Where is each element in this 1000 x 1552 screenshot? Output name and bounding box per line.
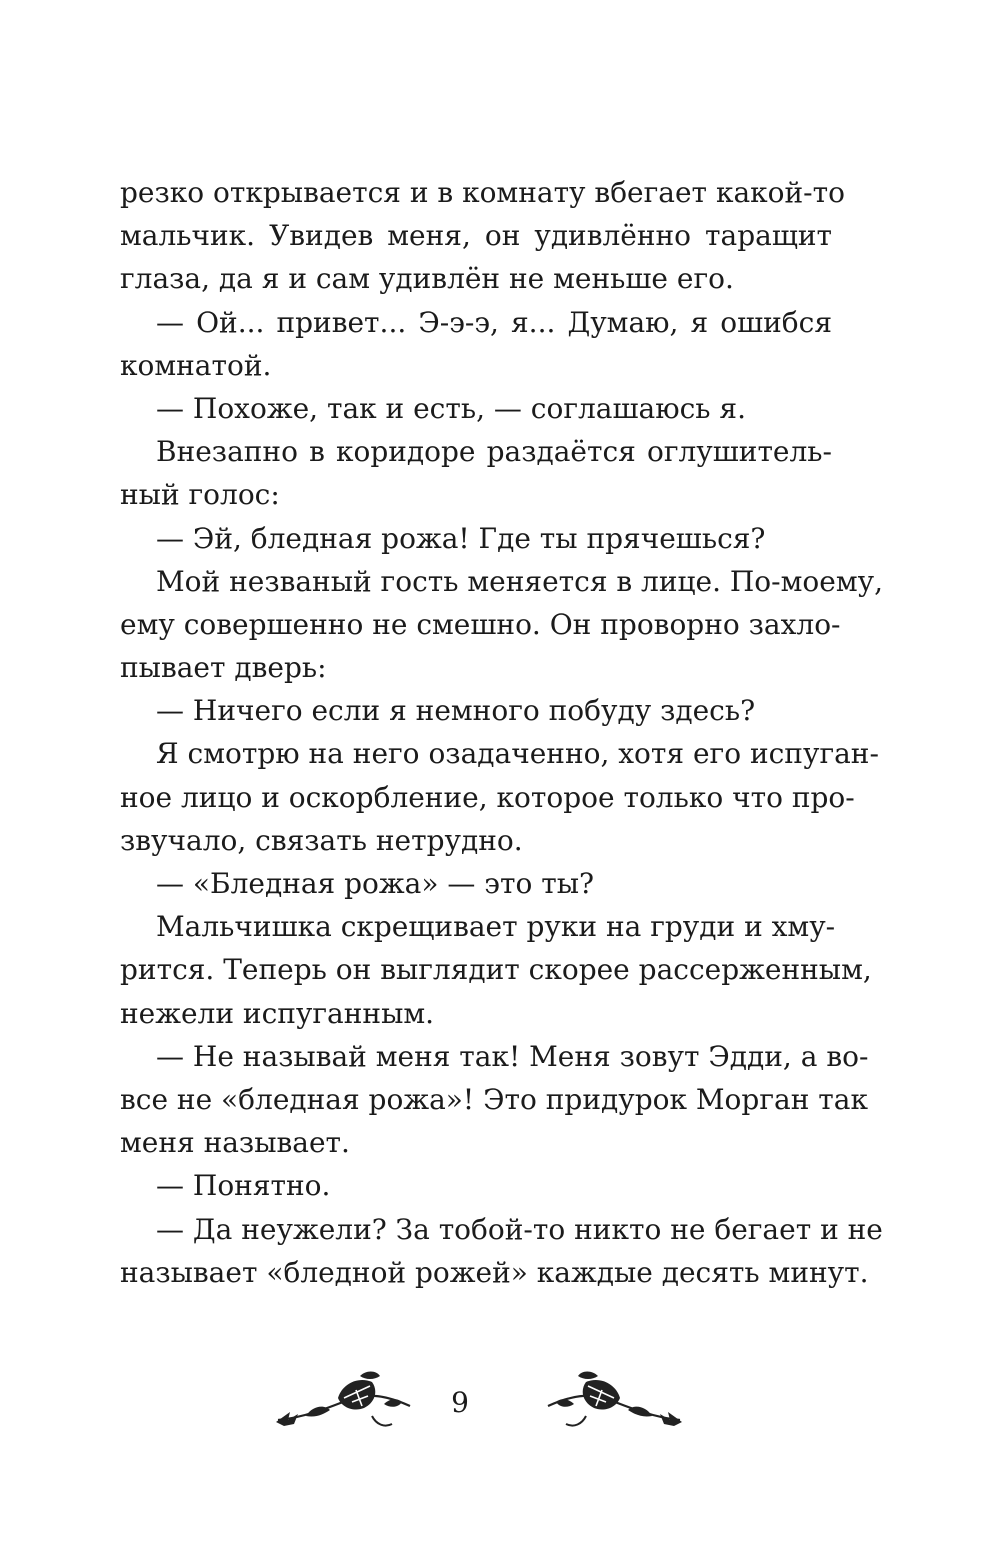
text-line: ное лицо и оскорбление, которое только что про- [120,780,855,814]
text-line: мальчик. Увидев меня, он удивлённо таращит [120,219,832,253]
leaf-vine-ornament-icon [540,1368,686,1434]
text-line: — «Бледная рожа» — это ты? [156,867,595,900]
text-line: — Ой... привет... Э-э-э, я... Думаю, я ошибся [156,305,832,339]
text-line: глаза, да я и сам удивлён не меньше его. [120,262,734,296]
text-line: ный голос: [120,478,280,512]
text-line: — Эй, бледная рожа! Где ты прячешься? [156,521,766,555]
text-line: — Не называй меня так! Меня зовут Эдди, а во- [156,1039,869,1073]
text-line: нежели испуганным. [120,996,435,1030]
text-line: называет «бледной рожей» каждые десять минут. [120,1255,869,1289]
text-line: — Похоже, так и есть, — соглашаюсь я. [156,391,746,425]
text-line: Мальчишка скрещивает руки на груди и хму- [156,910,836,944]
text-line: меня называет. [120,1126,350,1160]
text-line: все не «бледная рожа»! Это придурок Морган так [120,1082,868,1116]
text-line: звучало, связать нетрудно. [120,823,523,857]
page-number: 9 [451,1386,469,1419]
text-line: Мой незваный гость меняется в лице. По-моему, [156,564,883,598]
leaf-vine-ornament-icon [272,1368,418,1434]
page-body-text [120,171,883,1294]
page-footer [0,1368,1000,1448]
text-line: рится. Теперь он выглядит скорее рассерженным, [120,953,872,987]
text-line: — Ничего если я немного побуду здесь? [156,694,756,728]
text-line: резко открывается и в комнату вбегает какой-то [120,176,845,209]
text-line: пывает дверь: [120,651,327,685]
text-line: Внезапно в коридоре раздаётся оглушитель- [156,435,832,469]
text-line: комнатой. [120,348,272,382]
text-line: ему совершенно не смешно. Он проворно захло- [120,607,841,641]
text-line: Я смотрю на него озадаченно, хотя его испуган- [156,737,879,771]
text-line: — Понятно. [156,1169,331,1203]
text-line: — Да неужели? За тобой-то никто не бегает и не [156,1212,883,1246]
